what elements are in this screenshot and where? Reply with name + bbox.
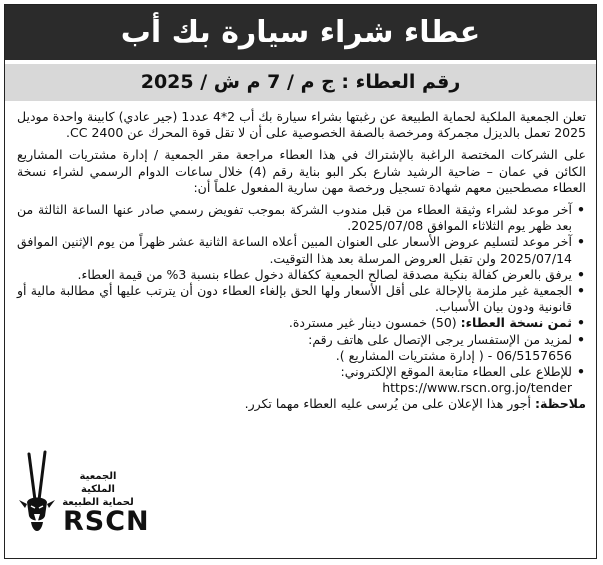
- list-item: • آخر موعد لتسليم عروض الأسعار على العنوان المبين أعلاه الساعة الثانية عشر ظهراً من يوم الإثنين الموافق 2025/07/14 ولن تقبل العروض المرسلة بعد هذا التوقيت.: [17, 234, 572, 266]
- logo-abbreviation: RSCN: [63, 506, 150, 537]
- page-title: عطاء شراء سيارة بك أب: [5, 5, 596, 60]
- tender-url-link[interactable]: https://www.rscn.org.jo/tender: [382, 380, 572, 396]
- instructions-paragraph: على الشركات المختصة الراغبة بالإشتراك في هذا العطاء مراجعة مقر الجمعية / إدارة مشتريات المشاريع الكائن في عمان – ضاحية الرشيد شارع بكر البو بناية رقم (4) خلال ساعات الدوام الرسمي لشراء نسخة العطاء مصطحبين معهم شهادة تسجيل ورخصة مهن سارية المفعول علماً أن:: [17, 147, 586, 195]
- note-label: ملاحظة:: [535, 396, 586, 412]
- intro-paragraph: تعلن الجمعية الملكية لحماية الطبيعة عن رغبتها بشراء سيارة بك أب 2*4 عدد1 (جير عادي) كابينة واحدة موديل 2025 تعمل بالديزل مجمركة ومرخصة بالصفة الخصوصية على أن لا تقل قوة المحرك عن 2400 CC.: [17, 109, 587, 141]
- phone-number[interactable]: 06/5157656: [496, 347, 572, 363]
- inquiry-item: [17, 332, 572, 364]
- conditions-list: [17, 202, 586, 332]
- price-label: ثمن نسخة العطاء:: [460, 315, 572, 331]
- phone-department: - ( إدارة مشتريات المشاريع ).: [335, 347, 493, 363]
- tender-reference: رقم العطاء : ج م / 7 م ش / 2025: [5, 64, 596, 101]
- rscn-logo: [15, 450, 150, 550]
- tender-advertisement: [4, 4, 597, 559]
- inquiry-text: لمزيد من الإستفسار يرجى الإتصال على هاتف رقم:: [308, 331, 572, 347]
- note: [17, 396, 586, 412]
- list-item: • آخر موعد لشراء وثيقة العطاء من قبل مندوب الشركة بموجب تفويض رسمي صادر عنها الساعة الثالثة من بعد ظهر يوم الثلاثاء الموافق 2025/07/08.: [17, 202, 572, 234]
- oryx-icon: [15, 450, 59, 542]
- note-text: أجور هذا الإعلان على من يُرسى عليه العطاء مهما تكرر.: [244, 396, 532, 412]
- contact-list: [17, 332, 586, 397]
- website-text: للإطلاع على العطاء متابعة الموقع الإلكتروني:: [340, 364, 572, 380]
- price-value: (50) خمسون دينار غير مستردة.: [288, 315, 457, 331]
- list-item: • الجمعية غير ملزمة بالإحالة على أقل الأسعار ولها الحق بإلغاء العطاء دون أن يترتب عليها أي مطالبة مالية أو قانونية ودون بيان الأسباب.: [17, 283, 572, 315]
- price-item: [17, 315, 572, 331]
- list-item: • يرفق بالعرض كفالة بنكية مصدقة لصالح الجمعية ككفالة دخول عطاء بنسبة 3% من قيمة العطاء.: [17, 267, 572, 283]
- website-item: [17, 364, 572, 396]
- advertisement-body: [17, 109, 586, 413]
- logo-name: الجمعية الملكية لحماية الطبيعة: [62, 471, 134, 508]
